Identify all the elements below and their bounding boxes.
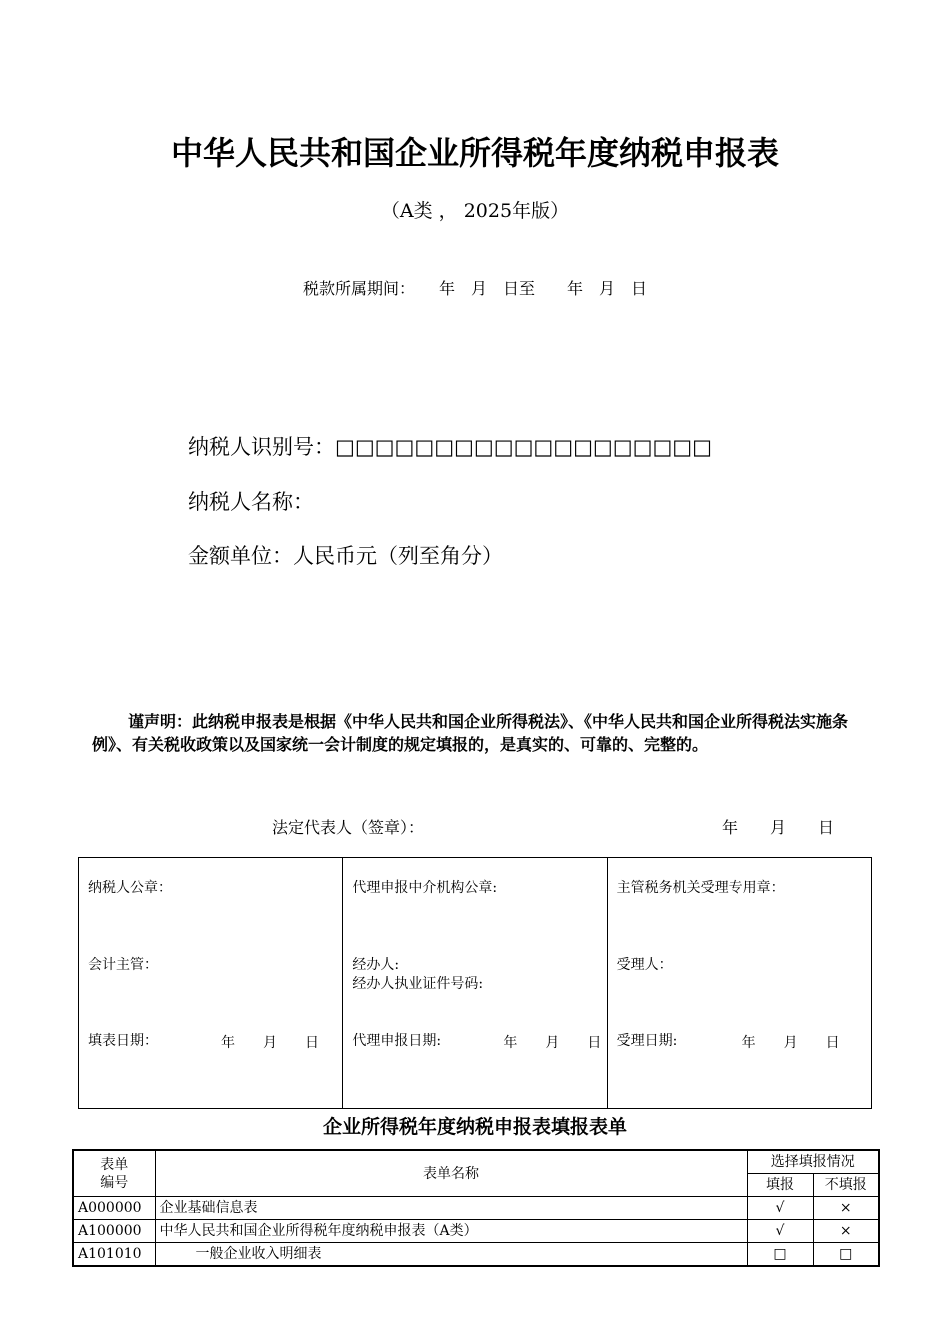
stamp-section (78, 857, 872, 1109)
receive-date-parts: 年 月 日 (741, 1035, 840, 1051)
fill-checkbox[interactable]: √ (747, 1197, 813, 1220)
row-name: 中华人民共和国企业所得税年度纳税申报表（A类） (155, 1220, 747, 1243)
tax-period: 税款所属期间： 年 月 日至 年 月 日 (302, 279, 647, 298)
not-fill-checkbox[interactable]: × (813, 1220, 879, 1243)
signature-date: 年 月 日 (722, 818, 835, 837)
table-row (73, 1243, 879, 1267)
taxpayer-stamp-column (79, 858, 343, 1108)
form-subtitle: （A类 ， 2025年版） (380, 200, 570, 222)
header-name: 表单名称 (155, 1150, 747, 1197)
authority-stamp-column (608, 858, 871, 1108)
header-code-line2: 编号 (100, 1174, 129, 1191)
agency-date-label: 代理申报日期: (352, 1033, 442, 1049)
row-code: A000000 (73, 1197, 155, 1220)
form-list-title: 企业所得税年度纳税申报表填报表单 (322, 1116, 627, 1138)
handler-cert-label: 经办人执业证件号码: (352, 976, 484, 992)
handler-label: 经办人: (352, 957, 400, 973)
header-fill: 填报 (747, 1174, 813, 1197)
fill-checkbox[interactable]: □ (747, 1243, 813, 1267)
agency-date-parts: 年 月 日 (503, 1035, 602, 1051)
taxpayer-seal-label: 纳税人公章： (88, 880, 172, 896)
header-code-line1: 表单 (100, 1156, 129, 1173)
form-title: 中华人民共和国企业所得税年度纳税申报表 (170, 134, 779, 172)
legal-representative-signature[interactable]: 法定代表人（签章）： (272, 818, 425, 837)
agency-stamp-column (343, 858, 607, 1108)
header-choice: 选择填报情况 (747, 1150, 879, 1174)
fill-date-label: 填表日期： (88, 1033, 158, 1049)
row-name: 企业基础信息表 (155, 1197, 747, 1220)
not-fill-checkbox[interactable]: □ (813, 1243, 879, 1267)
taxpayer-name-field[interactable]: 纳税人名称： (188, 490, 314, 514)
amount-unit-label: 金额单位：人民币元（列至角分） (188, 544, 503, 568)
declaration-text: 谨声明：此纳税申报表是根据《中华人民共和国企业所得税法》、《中华人民共和国企业所得税法实施条例》、有关税收政策以及国家统一会计制度的规定填报的，是真实的、可靠的、完整的。 (92, 712, 849, 754)
receiver-label: 受理人： (616, 957, 673, 973)
form-list-table (72, 1149, 880, 1267)
header-code (73, 1150, 155, 1197)
receive-date-label: 受理日期: (616, 1033, 678, 1049)
row-name: 一般企业收入明细表 (155, 1243, 747, 1267)
row-code: A100000 (73, 1220, 155, 1243)
row-code: A101010 (73, 1243, 155, 1267)
fill-checkbox[interactable]: √ (747, 1220, 813, 1243)
agency-seal-label: 代理申报中介机构公章: (352, 880, 498, 896)
authority-seal-label: 主管税务机关受理专用章： (616, 880, 785, 896)
fill-date-parts: 年 月 日 (221, 1035, 319, 1051)
not-fill-checkbox[interactable]: × (813, 1197, 879, 1220)
table-row (73, 1197, 879, 1220)
accountant-label: 会计主管： (88, 957, 158, 973)
header-not-fill: 不填报 (813, 1174, 879, 1197)
table-row (73, 1220, 879, 1243)
taxpayer-id-field[interactable]: 纳税人识别号：□□□□□□□□□□□□□□□□□□□ (188, 435, 712, 459)
